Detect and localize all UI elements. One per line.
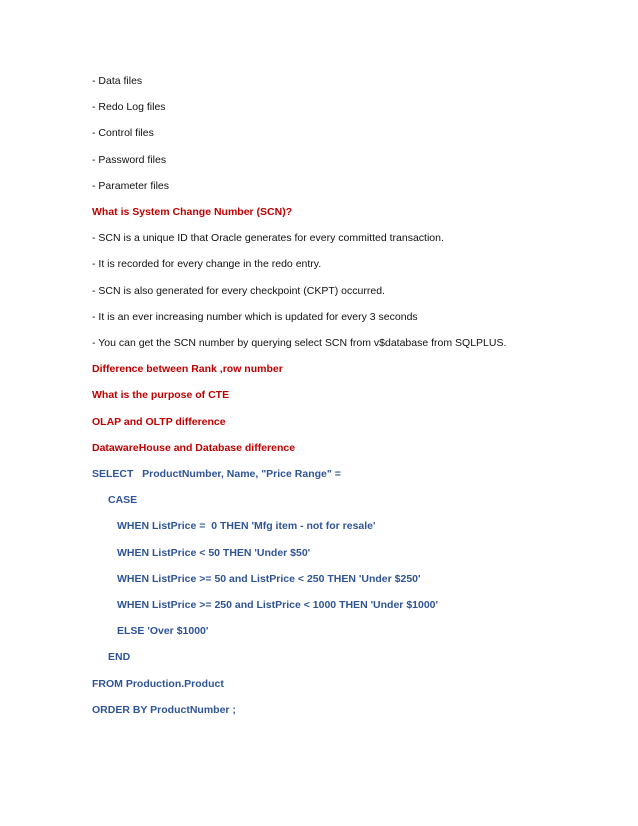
- sql-code-line: ORDER BY ProductNumber ;: [92, 703, 236, 716]
- sql-code-line: END: [108, 651, 131, 664]
- sql-code-line: WHEN ListPrice = 0 THEN 'Mfg item - not for resale': [117, 520, 376, 533]
- sql-code-line: WHEN ListPrice >= 250 and ListPrice < 1000 THEN 'Under $1000': [117, 599, 439, 611]
- bullet-line: - SCN is a unique ID that Oracle generates for every committed transaction.: [92, 232, 444, 245]
- bullet-line: - Password files: [92, 153, 167, 166]
- sql-code-line: CASE: [108, 494, 138, 507]
- section-heading: OLAP and OLTP difference: [92, 415, 226, 428]
- bullet-line: - It is an ever increasing number which is updated for every 3 seconds: [92, 310, 418, 323]
- bullet-line: - Parameter files: [92, 179, 170, 192]
- bullet-line: - It is recorded for every change in the redo entry.: [92, 258, 322, 271]
- bullet-line: - Data files: [92, 75, 143, 87]
- bullet-line: - You can get the SCN number by querying select SCN from v$database from SQLPLUS.: [92, 337, 507, 349]
- bullet-line: - Control files: [92, 127, 154, 140]
- sql-code-line: FROM Production.Product: [92, 677, 224, 690]
- sql-code-line: WHEN ListPrice >= 50 and ListPrice < 250 THEN 'Under $250': [117, 572, 421, 585]
- sql-code-line: ELSE 'Over $1000': [117, 625, 209, 638]
- sql-code-line: SELECT ProductNumber, Name, "Price Range" =: [92, 468, 341, 480]
- section-heading: DatawareHouse and Database difference: [92, 441, 296, 454]
- section-heading: Difference between Rank ,row number: [92, 363, 283, 376]
- section-heading: What is System Change Number (SCN)?: [92, 206, 293, 218]
- bullet-line: - Redo Log files: [92, 101, 166, 114]
- section-heading: What is the purpose of CTE: [92, 389, 230, 402]
- sql-code-line: WHEN ListPrice < 50 THEN 'Under $50': [117, 546, 311, 559]
- bullet-line: - SCN is also generated for every checkpoint (CKPT) occurred.: [92, 284, 385, 297]
